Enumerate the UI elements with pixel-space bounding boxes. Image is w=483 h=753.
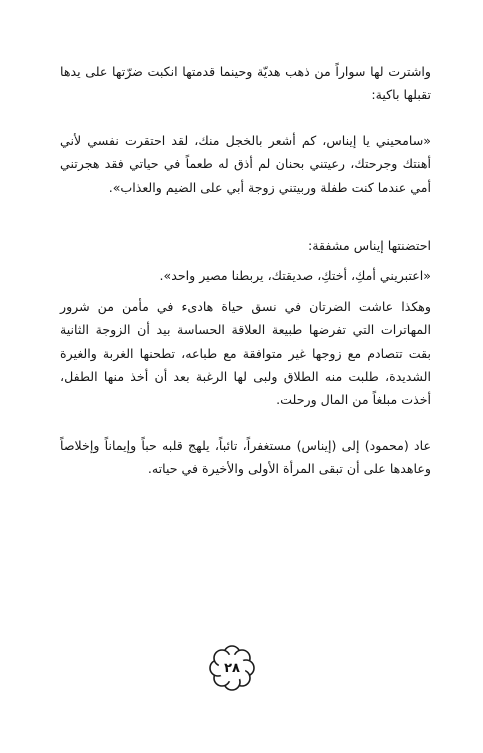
- paragraph-3-block: [60, 234, 431, 257]
- paragraph-5: وهكذا عاشت الضرتان في نسق حياة هادىء في مأمن من شرور المهاترات التي تفرضها طبيعة العلاقة الحساسة بيد أن الزوجة الثانية بقت تتصادم مع زوجها غير متوافقة مع طباعه، تطحنها الغربة والغيرة الشديدة، طلبت منه الطلاق ولبى لها الرغبة بعد أن أخذ منها الطفل، أخذت مبلغاً من المال ورحلت.: [60, 299, 431, 408]
- paragraph-6: عاد (محمود) إلى (إيناس) مستغفراً، تائباً، يلهج قلبه حباً وإيماناً وإخلاصاً وعاهدها على أن تبقى المرأة الأولى والأخيرة في حياته.: [60, 438, 431, 477]
- paragraph-1: واشترت لها سواراً من ذهب هديّة وحينما قدمتها انكبت ضرّتها على يدها تقبلها باكية:: [60, 64, 431, 103]
- paragraph-1-block: [60, 60, 431, 107]
- paragraph-2-block: [60, 129, 431, 199]
- page-number: ٢٨: [224, 660, 240, 676]
- paragraph-6-block: [60, 434, 431, 481]
- page-number-badge: [208, 644, 256, 692]
- paragraph-4: «اعتبريني أمكِ، أختكِ، صديقتك، يربطنا مصير واحد».: [159, 268, 431, 283]
- paragraph-2: «سامحيني يا إيناس، كم أشعر بالخجل منك، لقد احتقرت نفسي لأني أهنتك وجرحتك، رعيتني بحنان لم أذق له طعماً في حياتي فقد هجرتني أمي عندما كنت طفلة وربيتني زوجة أبي على الضيم والعذاب».: [60, 133, 431, 195]
- paragraph-5-block: [60, 295, 431, 411]
- paragraph-4-block: [60, 264, 431, 287]
- paragraph-3: احتضنتها إيناس مشفقة:: [308, 238, 431, 253]
